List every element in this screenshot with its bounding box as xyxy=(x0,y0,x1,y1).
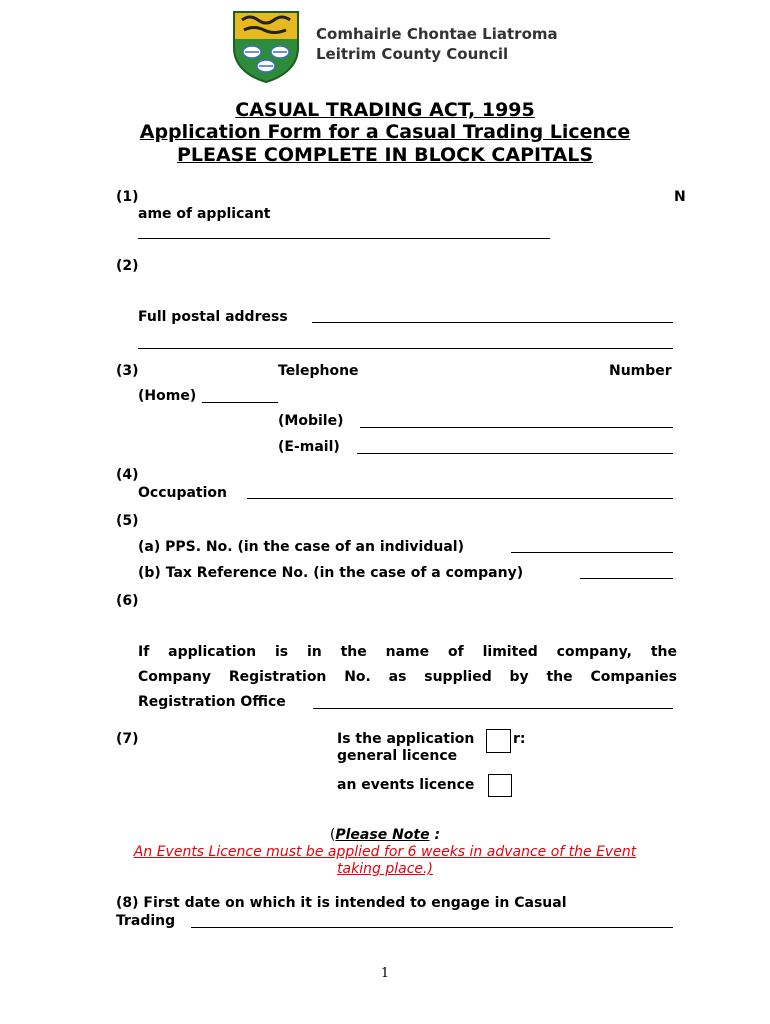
instructions-title: PLEASE COMPLETE IN BLOCK CAPITALS xyxy=(176,144,594,166)
pps-label: (a) PPS. No. (in the case of an individual) xyxy=(138,539,464,555)
pps-field[interactable] xyxy=(511,552,673,553)
council-name-english: Leitrim County Council xyxy=(316,45,509,63)
mobile-phone-field[interactable] xyxy=(360,427,673,428)
q6-text-line1: If application is in the name of limited company, the xyxy=(138,644,677,660)
q1-label: ame of applicant xyxy=(138,206,271,222)
first-trading-date-field[interactable] xyxy=(191,927,673,928)
company-registration-field[interactable] xyxy=(313,708,673,709)
home-phone-field[interactable] xyxy=(202,402,278,403)
council-name-irish: Comhairle Chontae Liatroma xyxy=(316,25,558,43)
number-label: Number xyxy=(609,363,672,379)
postal-address-field-line2[interactable] xyxy=(138,348,673,349)
q7-question-b: r: xyxy=(513,731,526,747)
email-field[interactable] xyxy=(357,453,673,454)
tax-reference-field[interactable] xyxy=(580,578,673,579)
general-licence-label: general licence xyxy=(337,748,458,764)
mobile-label: (Mobile) xyxy=(278,413,344,429)
note-open-paren: ( xyxy=(329,827,336,843)
q3-number: (3) xyxy=(116,363,139,379)
events-licence-checkbox[interactable] xyxy=(488,774,512,797)
events-licence-label: an events licence xyxy=(337,777,475,793)
telephone-label: Telephone xyxy=(278,363,359,379)
tax-reference-label: (b) Tax Reference No. (in the case of a company) xyxy=(138,565,524,581)
note-colon: : xyxy=(429,827,441,843)
page-number: 1 xyxy=(380,966,390,981)
note-heading xyxy=(0,827,770,843)
q6-number: (6) xyxy=(116,593,139,609)
note-line2: taking place.) xyxy=(337,861,433,877)
home-label: (Home) xyxy=(138,388,197,404)
general-licence-checkbox[interactable] xyxy=(486,729,511,753)
postal-address-field[interactable] xyxy=(312,322,673,323)
occupation-field[interactable] xyxy=(247,498,673,499)
q8-line1: (8) First date on which it is intended to engage in Casual xyxy=(116,895,567,911)
q4-number: (4) xyxy=(116,467,139,483)
q5-number: (5) xyxy=(116,513,139,529)
q1-label-initial: N xyxy=(674,189,686,205)
q2-number: (2) xyxy=(116,258,139,274)
q6-text-line2: Company Registration No. as supplied by the Companies xyxy=(138,669,677,685)
form-title: Application Form for a Casual Trading Licence xyxy=(139,121,631,143)
email-label: (E-mail) xyxy=(278,439,340,455)
q8-line2: Trading xyxy=(116,913,176,929)
q2-label: Full postal address xyxy=(138,309,288,325)
q7-number: (7) xyxy=(116,731,139,747)
q1-number: (1) xyxy=(116,189,139,205)
shield-crest-icon xyxy=(230,8,302,84)
act-title: CASUAL TRADING ACT, 1995 xyxy=(235,99,535,121)
occupation-label: Occupation xyxy=(138,485,228,501)
q6-text-line3: Registration Office xyxy=(138,694,286,710)
applicant-name-field[interactable] xyxy=(138,238,550,239)
note-heading-text: Please Note xyxy=(335,827,430,843)
council-logo xyxy=(230,8,302,84)
note-line1: An Events Licence must be applied for 6 weeks in advance of the Event xyxy=(133,844,637,860)
q7-question-a: Is the application xyxy=(337,731,475,747)
